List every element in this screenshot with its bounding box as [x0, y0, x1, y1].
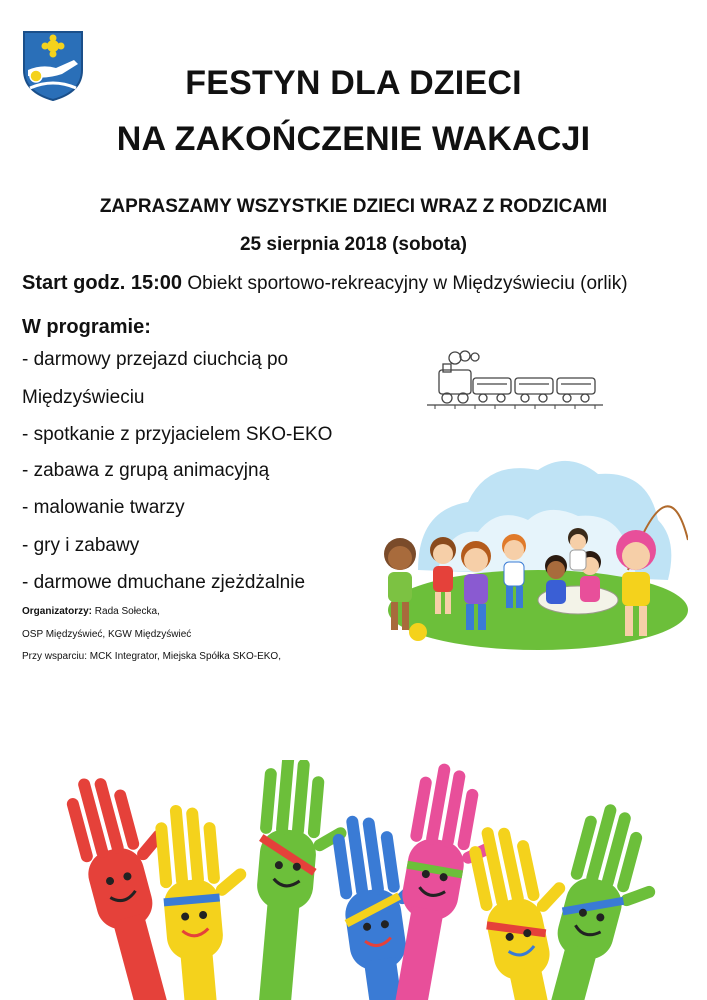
venue: Obiekt sportowo-rekreacyjny w Międzyświeciu (orlik)	[182, 273, 628, 294]
organizers-line-1	[22, 606, 160, 617]
program-item: Międzyświeciu	[22, 387, 145, 408]
program-item: - darmowe dmuchane zjeżdżalnie	[22, 572, 306, 593]
subtitle: ZAPRASZAMY WSZYSTKIE DZIECI WRAZ Z RODZICAMI	[99, 196, 608, 217]
program-item: - zabawa z grupą animacyjną	[22, 460, 270, 481]
start-line	[22, 272, 628, 295]
program-item: - spotkanie z przyjacielem SKO-EKO	[22, 424, 333, 445]
organizers-line-2: OSP Międzyświeć, KGW Międzyświeć	[22, 629, 192, 640]
program-item: - darmowy przejazd ciuchcią po	[22, 349, 289, 370]
event-date: 25 sierpnia 2018 (sobota)	[239, 234, 468, 255]
organizers-names: Rada Sołecka,	[92, 606, 160, 617]
painted-hands-illustration	[40, 760, 680, 1000]
start-time: Start godz. 15:00	[22, 272, 183, 294]
title-line-1: FESTYN DLA DZIECI	[185, 64, 522, 102]
children-playing-illustration	[378, 450, 688, 660]
train-icon	[425, 348, 605, 410]
program-item: - malowanie twarzy	[22, 497, 185, 518]
title-line-2: NA ZAKOŃCZENIE WAKACJI	[116, 120, 591, 158]
support-line: Przy wsparciu: MCK Integrator, Miejska Spółka SKO-EKO,	[22, 651, 281, 662]
organizers-label: Organizatorzy:	[22, 606, 93, 617]
program-item: - gry i zabawy	[22, 535, 140, 556]
program-heading: W programie:	[22, 316, 151, 338]
